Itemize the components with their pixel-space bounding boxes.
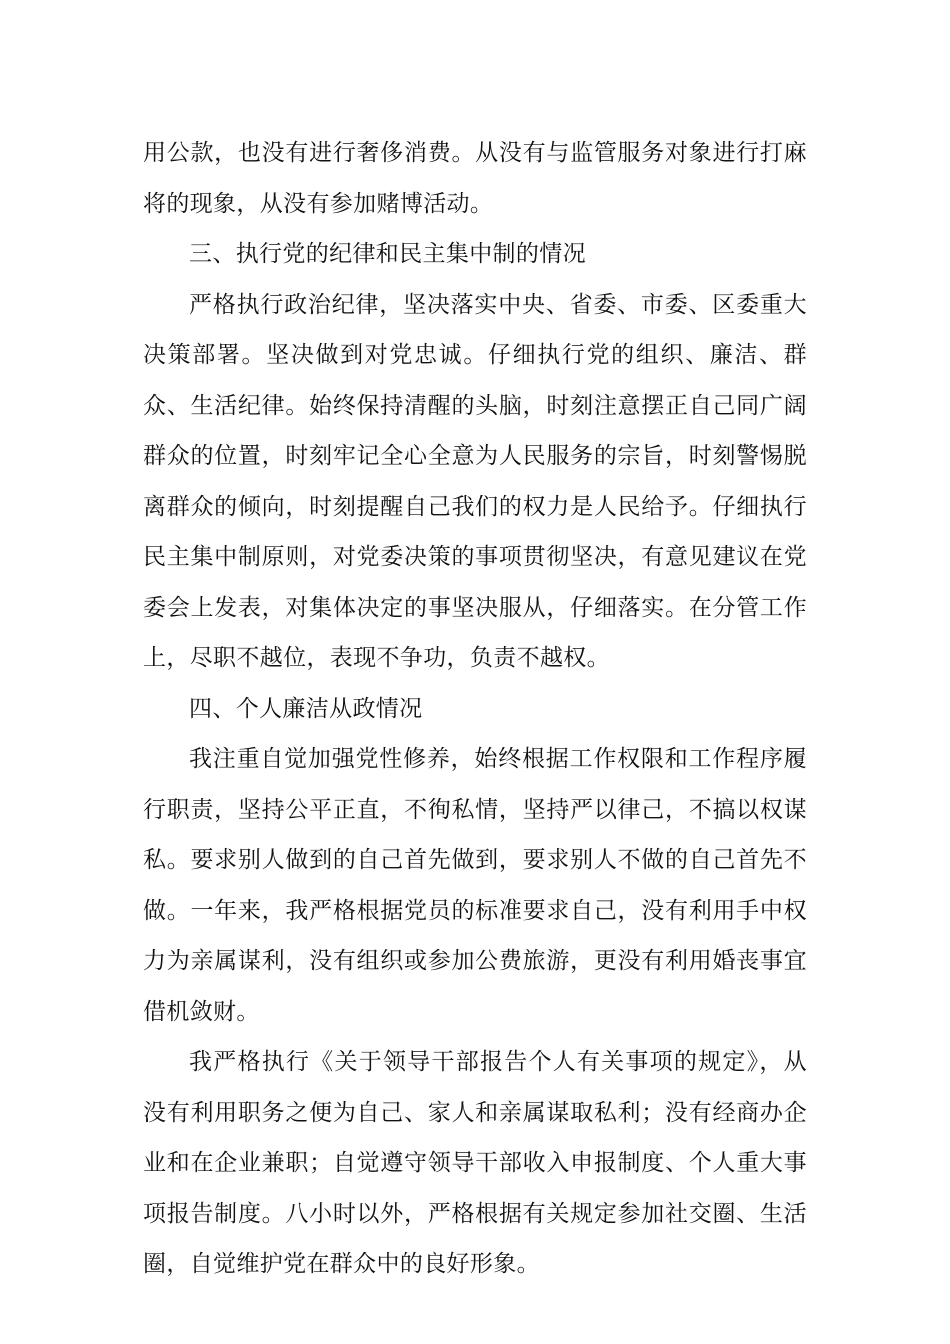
paragraph-discipline: 严格执行政治纪律，坚决落实中央、省委、市委、区委重大决策部署。坚决做到对党忠诚。仔细执行党的组织、廉洁、群众、生活纪律。始终保持清醒的头脑，时刻注意摆正自己同广阔群众的位置，时刻牢记全心全意为人民服务的宗旨，时刻警惕脱离群众的倾向，时刻提醒自己我们的权力是人民给予。仔细执行民主集中制原则，对党委决策的事项贯彻坚决，有意见建议在党委会上发表，对集体决定的事坚决服从，仔细落实。在分管工作上，尽职不越位，表现不争功，负责不越权。 [143, 291, 807, 671]
section-heading-three: 三、执行党的纪律和民主集中制的情况 [189, 241, 586, 267]
section-heading-four: 四、个人廉洁从政情况 [189, 695, 423, 722]
paragraph-integrity: 我注重自觉加强党性修养，始终根据工作权限和工作程序履行职责，坚持公平正直，不徇私情，坚持严以律己，不搞以权谋私。要求别人做到的自己首先做到，要求别人不做的自己首先不做。一年来，我严格根据党员的标准要求自己，没有利用手中权力为亲属谋利，没有组织或参加公费旅游，更没有利用婚丧事宜借机敛财。 [143, 746, 807, 1025]
paragraph-continuation: 用公款，也没有进行奢侈消费。从没有与监管服务对象进行打麻将的现象，从没有参加赌博活动。 [143, 140, 807, 217]
document-body [143, 128, 807, 1290]
paragraph-regulations: 我严格执行《关于领导干部报告个人有关事项的规定》，从没有利用职务之便为自己、家人和亲属谋取私利；没有经商办企业和在企业兼职；自觉遵守领导干部收入申报制度、个人重大事项报告制度。八小时以外，严格根据有关规定参加社交圈、生活圈，自觉维护党在群众中的良好形象。 [143, 1049, 807, 1277]
